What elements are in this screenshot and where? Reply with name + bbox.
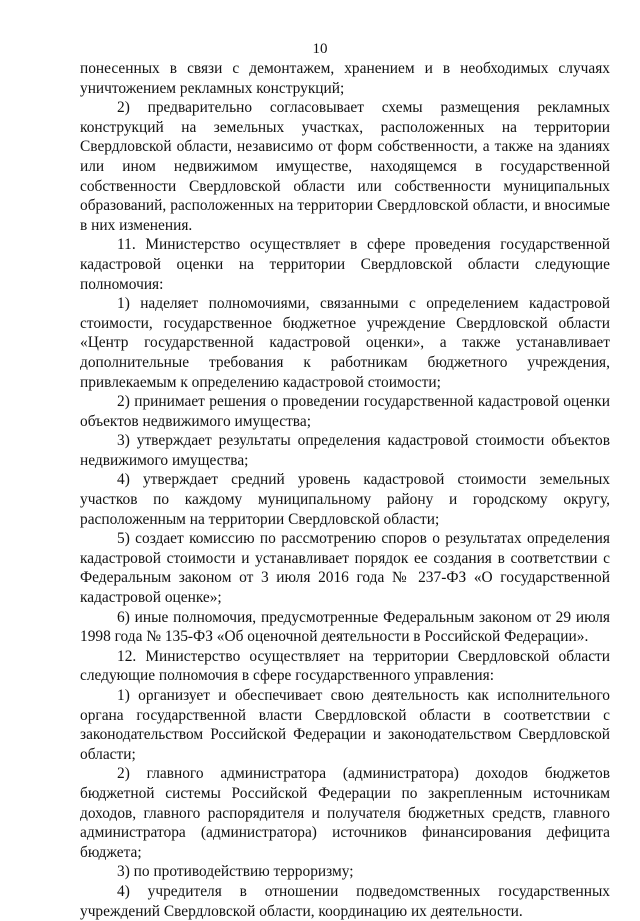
paragraph-item: 3) по противодействию терроризму;: [117, 863, 354, 881]
paragraph-item: 1) организует и обеспечивает свою деятельность как исполнительного органа государственной власти Свердловской области в соответствии с законодательством Российской Федерации и законодательством Свердловской области;: [80, 687, 610, 763]
paragraph-item: 3) утверждает результаты определения кадастровой стоимости объектов недвижимого имущества;: [80, 432, 610, 469]
page-number: 10: [312, 41, 328, 57]
paragraph-item: 2) предварительно согласовывает схемы размещения рекламных конструкций на земельных участках, расположенных на территории Свердловской области, независимо от форм собственности, а также на зданиях или ином недвижимом имуществе, находящемся в государственной собственности Свердловской области или собственности муниципальных образований, расположенных на территории Свердловской области, и вносимые в них изменения.: [80, 99, 610, 234]
paragraph-item: 2) главного администратора (администратора) доходов бюджетов бюджетной системы Российской Федерации по закрепленным источникам доходов, главного распорядителя и получателя бюджетных средств, главного администратора (администратора) источников финансирования дефицита бюджета;: [80, 765, 610, 861]
paragraph-continuation: понесенных в связи с демонтажем, хранением и в необходимых случаях уничтожением рекламных конструкций;: [80, 60, 610, 97]
document-body: [80, 59, 610, 921]
paragraph-item: 6) иные полномочия, предусмотренные Федеральным законом от 29 июля 1998 года № 135-ФЗ «Об оценочной деятельности в Российской Федерации».: [80, 608, 610, 646]
paragraph-item: 2) принимает решения о проведении государственной кадастровой оценки объектов недвижимого имущества;: [80, 393, 610, 430]
paragraph-section-11: 11. Министерство осуществляет в сфере проведения государственной кадастровой оценки на территории Свердловской области следующие полномочия:: [80, 236, 610, 293]
paragraph-item: 5) создает комиссию по рассмотрению споров о результатах определения кадастровой стоимости и устанавливает порядок ее создания в соответствии с Федеральным законом от 3 июля 2016 года № 237-ФЗ «О государственной кадастровой оценке»;: [80, 530, 610, 607]
paragraph-item: 1) наделяет полномочиями, связанными с определением кадастровой стоимости, государственное бюджетное учреждение Свердловской области «Центр государственной кадастровой оценки», а также устанавливает дополнительные требования к работникам бюджетного учреждения, привлекаемым к определению кадастровой стоимости;: [80, 295, 610, 391]
paragraph-item: 4) утверждает средний уровень кадастровой стоимости земельных участков по каждому муниципальному району и городскому округу, расположенным на территории Свердловской области;: [80, 471, 610, 528]
paragraph-section-12: 12. Министерство осуществляет на территории Свердловской области следующие полномочия в сфере государственного управления:: [80, 647, 610, 685]
paragraph-item: 4) учредителя в отношении подведомственных государственных учреждений Свердловской области, координацию их деятельности.: [80, 882, 610, 920]
